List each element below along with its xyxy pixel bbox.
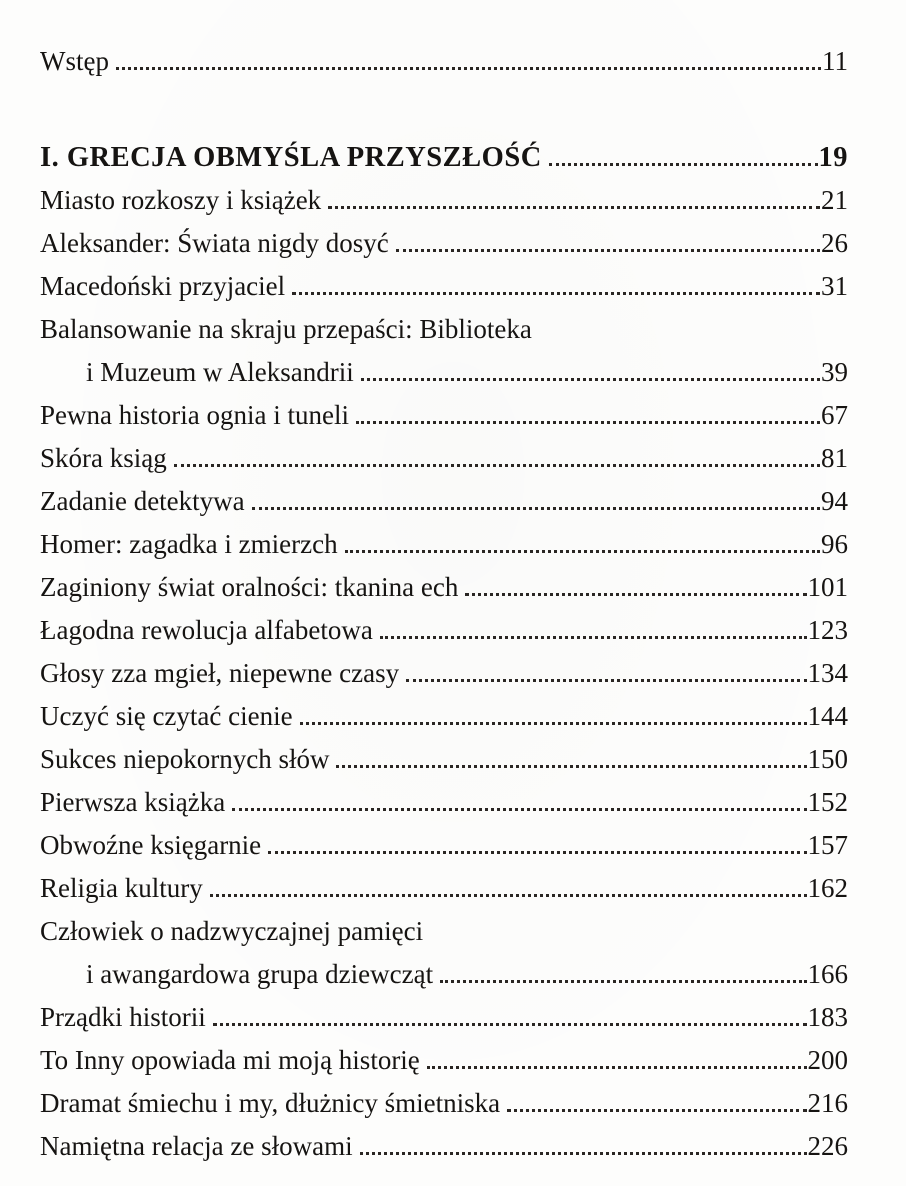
- toc-entry-page-number: 226: [807, 1131, 848, 1161]
- toc-entry-title: Skóra ksiąg: [40, 443, 167, 473]
- toc-entry-title: Zaginiony świat oralności: tkanina ech: [40, 572, 459, 602]
- toc-entry-title: Balansowanie na skraju przepaści: Biblioteka: [40, 314, 532, 344]
- toc-entry-row: [40, 566, 848, 609]
- toc-entry-page-number: 21: [821, 185, 848, 215]
- toc-entry-title: Łagodna rewolucja alfabetowa: [40, 615, 373, 645]
- toc-entry-page-number: 101: [807, 572, 848, 602]
- toc-entry-title: Aleksander: Świata nigdy dosyć: [40, 228, 389, 258]
- toc-entry-row: [40, 781, 848, 824]
- toc-entry-title: I. GRECJA OBMYŚLA PRZYSZŁOŚĆ: [40, 142, 542, 173]
- toc-entry-row: [40, 222, 848, 265]
- dot-leader: [345, 550, 820, 553]
- toc-entry-page-number: 162: [807, 873, 848, 903]
- toc-entry-page-number: 216: [807, 1088, 848, 1118]
- toc-entry-row: [40, 523, 848, 566]
- dot-leader: [356, 421, 820, 424]
- dot-leader: [213, 1023, 807, 1026]
- toc-entry-page-number: 96: [821, 529, 848, 559]
- dot-leader: [268, 851, 806, 854]
- toc-entry-row: [40, 351, 848, 394]
- toc-entry-page-number: 26: [821, 228, 848, 258]
- dot-leader: [252, 507, 820, 510]
- toc-entry-title: Głosy zza mgieł, niepewne czasy: [40, 658, 400, 688]
- toc-entry-row: [40, 480, 848, 523]
- toc-entry-page-number: 39: [821, 357, 848, 387]
- toc-entry-title: i awangardowa grupa dziewcząt: [86, 959, 434, 989]
- toc-entry-row: [40, 953, 848, 996]
- toc-entry-row: [40, 738, 848, 781]
- toc-entry-page-number: 67: [821, 400, 848, 430]
- toc-entry-title: Religia kultury: [40, 873, 203, 903]
- toc-list: [40, 40, 848, 1168]
- toc-entry-row: [40, 695, 848, 738]
- toc-entry-page-number: 31: [821, 271, 848, 301]
- toc-entry-title: Obwoźne księgarnie: [40, 830, 262, 860]
- dot-leader: [396, 249, 820, 252]
- toc-entry-row: [40, 437, 848, 480]
- dot-leader: [549, 163, 818, 166]
- dot-leader: [361, 378, 820, 381]
- toc-entry-page-number: 134: [807, 658, 848, 688]
- toc-entry-title: Sukces niepokornych słów: [40, 744, 330, 774]
- toc-entry-title: i Muzeum w Aleksandrii: [86, 357, 354, 387]
- toc-entry-title: Prządki historii: [40, 1002, 206, 1032]
- toc-entry-row: [40, 910, 848, 953]
- toc-entry-title: Homer: zagadka i zmierzch: [40, 529, 338, 559]
- toc-entry-page-number: 144: [807, 701, 848, 731]
- dot-leader: [232, 808, 806, 811]
- dot-leader: [300, 722, 807, 725]
- toc-entry-row: [40, 394, 848, 437]
- toc-entry-row: [40, 1082, 848, 1125]
- dot-leader: [406, 679, 806, 682]
- toc-entry-page-number: 157: [807, 830, 848, 860]
- dot-leader: [116, 67, 821, 70]
- dot-leader: [292, 292, 820, 295]
- toc-entry-page-number: 19: [818, 142, 848, 173]
- toc-entry-row: [40, 40, 848, 83]
- toc-entry-row: [40, 179, 848, 222]
- dot-leader: [328, 206, 820, 209]
- toc-entry-title: Macedoński przyjaciel: [40, 271, 286, 301]
- toc-entry-title: To Inny opowiada mi moją historię: [40, 1045, 420, 1075]
- toc-entry-page-number: 166: [807, 959, 848, 989]
- toc-entry-title: Pewna historia ognia i tuneli: [40, 400, 349, 430]
- toc-entry-title: Zadanie detektywa: [40, 486, 245, 516]
- toc-entry-row: [40, 824, 848, 867]
- toc-entry-title: Namiętna relacja ze słowami: [40, 1131, 353, 1161]
- toc-entry-title: Pierwsza książka: [40, 787, 226, 817]
- toc-entry-page-number: 200: [807, 1045, 848, 1075]
- toc-entry-row: [40, 609, 848, 652]
- toc-entry-page-number: 183: [807, 1002, 848, 1032]
- toc-entry-row: [40, 867, 848, 910]
- toc-entry-page-number: 123: [807, 615, 848, 645]
- dot-leader: [440, 980, 806, 983]
- toc-entry-page-number: 150: [807, 744, 848, 774]
- dot-leader: [210, 894, 807, 897]
- dot-leader: [174, 464, 820, 467]
- toc-entry-row: [40, 308, 848, 351]
- toc-entry-page-number: 11: [822, 46, 848, 76]
- dot-leader: [380, 636, 807, 639]
- toc-entry-title: Miasto rozkoszy i książek: [40, 185, 322, 215]
- dot-leader: [465, 593, 806, 596]
- toc-entry-title: Człowiek o nadzwyczajnej pamięci: [40, 916, 424, 946]
- dot-leader: [507, 1109, 806, 1112]
- toc-entry-row: [40, 136, 848, 179]
- dot-leader: [336, 765, 806, 768]
- toc-entry-title: Dramat śmiechu i my, dłużnicy śmietniska: [40, 1088, 501, 1118]
- toc-entry-row: [40, 1125, 848, 1168]
- dot-leader: [427, 1066, 807, 1069]
- toc-entry-row: [40, 265, 848, 308]
- toc-entry-page-number: 94: [821, 486, 848, 516]
- toc-entry-row: [40, 996, 848, 1039]
- toc-entry-row: [40, 1039, 848, 1082]
- toc-entry-page-number: 152: [807, 787, 848, 817]
- dot-leader: [360, 1152, 807, 1155]
- toc-entry-title: Wstęp: [40, 46, 109, 76]
- toc-entry-row: [40, 652, 848, 695]
- toc-entry-page-number: 81: [821, 443, 848, 473]
- toc-entry-title: Uczyć się czytać cienie: [40, 701, 293, 731]
